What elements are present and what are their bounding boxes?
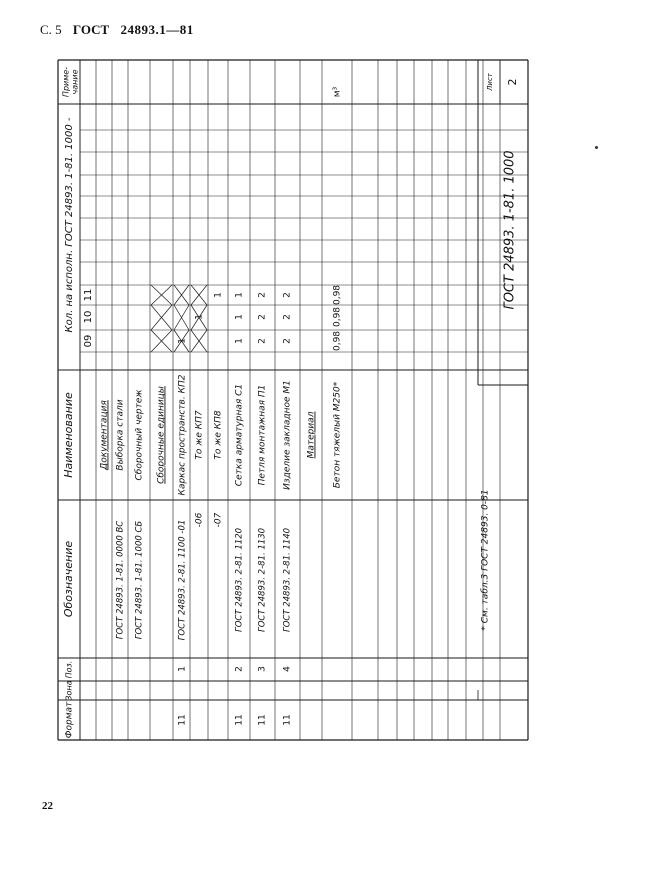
row-designation: ГОСТ 24893. 2-81. 1140 <box>282 527 293 633</box>
row-designation: ГОСТ 24893. 1-81. 1000 СБ <box>134 520 145 640</box>
col-zone: Зона <box>64 680 74 701</box>
row-designation: ГОСТ 24893. 2-81. 1100 -01 <box>177 519 188 641</box>
row-designation: -06 <box>194 512 205 528</box>
row-name: Петля монтажная П1 <box>257 384 268 486</box>
col-note-2: чание <box>70 69 80 95</box>
row-qty-09: 1 <box>234 338 245 344</box>
stamp-sheet-label: Лист <box>486 73 494 91</box>
row-qty-11: 1 <box>213 292 224 298</box>
exec-col-10: 10 <box>83 310 94 324</box>
page-number: 22 <box>42 800 53 812</box>
footnote: * См. табл.3 ГОСТ 24893. 0-81 <box>480 489 491 631</box>
table-text <box>62 67 520 738</box>
header-number: 24893.1—81 <box>120 22 194 37</box>
row-qty-11: 0,98 <box>332 284 343 306</box>
row-designation: ГОСТ 24893. 2-81. 1130 <box>257 527 268 633</box>
col-qty-group: Кол. на исполн. ГОСТ 24893. 1-81. 1000 - <box>64 117 75 333</box>
row-format: 11 <box>282 714 293 726</box>
row-format: 11 <box>234 714 245 726</box>
table-grid <box>58 60 528 740</box>
row-qty-11: 2 <box>257 292 268 298</box>
col-name: Наименование <box>62 392 75 478</box>
row-qty-10: 1 <box>194 314 205 320</box>
header-page: С. 5 <box>40 22 62 37</box>
row-qty-11: 2 <box>282 292 293 298</box>
stamp-title: ГОСТ 24893. 1-81. 1000 <box>502 150 518 310</box>
col-pos: Поз. <box>64 660 74 679</box>
header-gost: ГОСТ <box>72 22 110 37</box>
row-qty-09: 1 <box>177 338 188 344</box>
row-name: Документация <box>99 400 110 470</box>
row-pos: 1 <box>177 666 188 672</box>
row-qty-09: 2 <box>257 338 268 344</box>
col-note-1: Приме- <box>61 66 71 98</box>
exec-col-11: 11 <box>83 288 94 302</box>
row-name: То же КП7 <box>194 410 205 460</box>
row-qty-10: 1 <box>234 314 245 320</box>
row-pos: 3 <box>257 666 268 672</box>
row-pos: 4 <box>282 666 293 672</box>
row-note: м³ <box>332 86 343 98</box>
row-qty-09: 2 <box>282 338 293 344</box>
row-qty-10: 2 <box>257 314 268 320</box>
row-name: То же КП8 <box>213 410 224 460</box>
row-qty-10: 2 <box>282 314 293 320</box>
row-name: Выборка стали <box>115 399 126 471</box>
col-designation: Обозначение <box>62 540 75 618</box>
scan-speck <box>595 146 598 149</box>
row-designation: ГОСТ 24893. 1-81. 0000 ВС <box>115 520 126 640</box>
row-name: Сборочный чертеж <box>134 389 145 481</box>
row-name: Материал <box>306 411 317 459</box>
row-name: Сетка арматурная С1 <box>234 383 245 487</box>
row-name: Каркас пространств. КП2 <box>177 374 188 496</box>
row-designation: -07 <box>213 512 224 528</box>
row-designation: ГОСТ 24893. 2-81. 1120 <box>234 527 245 633</box>
row-qty-11: 1 <box>234 292 245 298</box>
row-qty-09: 0,98 <box>332 330 343 352</box>
row-format: 11 <box>177 714 188 726</box>
stamp-sheet-value: 2 <box>506 78 519 86</box>
col-format: Формат <box>64 701 75 739</box>
row-name: Бетон тяжелый М250* <box>332 381 343 489</box>
row-pos: 2 <box>234 666 245 672</box>
row-qty-10: 0,98 <box>332 306 343 328</box>
exec-col-09: 09 <box>83 334 94 348</box>
row-name: Сборочные единицы <box>156 386 167 484</box>
row-name: Изделие закладное М1 <box>282 380 293 490</box>
row-format: 11 <box>257 714 268 726</box>
